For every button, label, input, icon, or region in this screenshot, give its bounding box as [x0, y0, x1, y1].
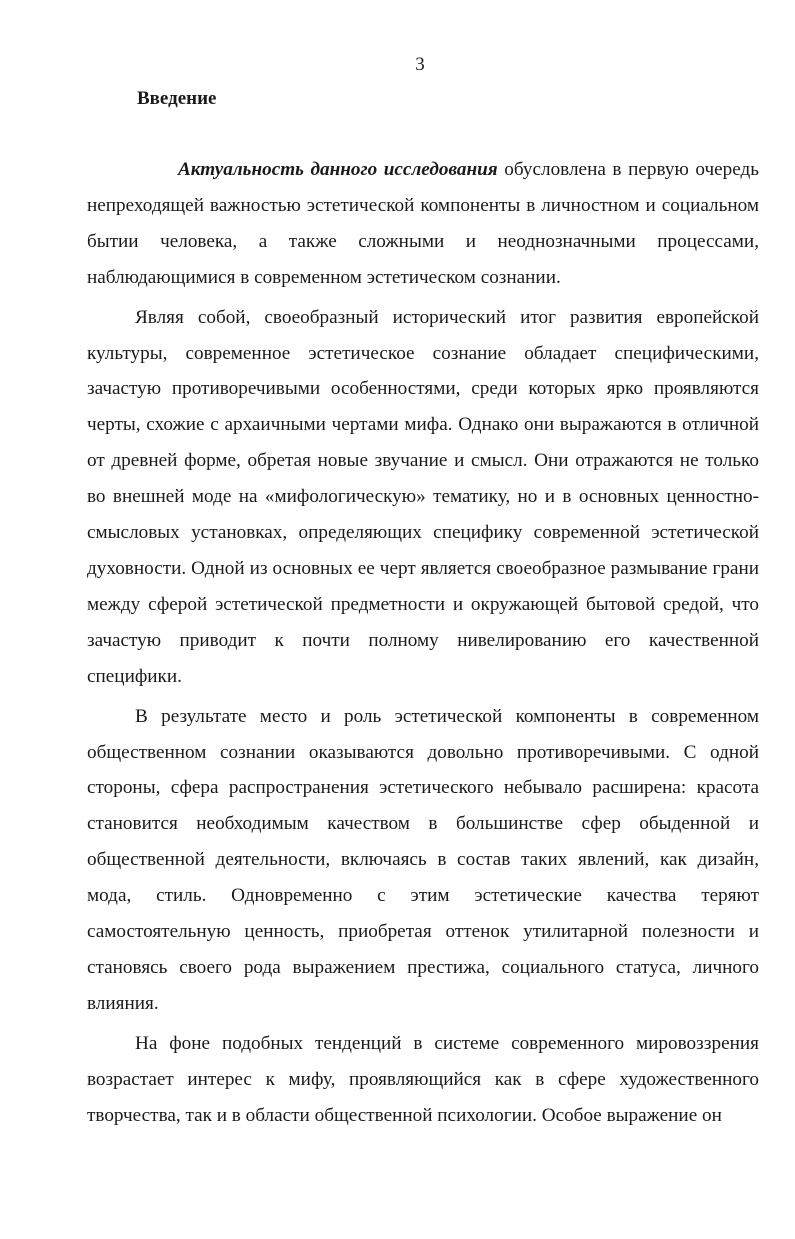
page-number: 3	[415, 54, 425, 75]
paragraph-myth-interest: На фоне подобных тенденций в системе современного мировоззрения возрастает интерес к мифу, проявляющийся как в сфере художественного творчества, так и в области общественной психологии. Особое выражение он	[87, 1032, 759, 1126]
paragraph-aesthetic-role: В результате место и роль эстетической компоненты в современном общественном сознании оказываются довольно противоречивыми. С одной стороны, сфера распространения эстетического небывало расширена: красота становится необходимым качеством в большинстве сфер обыденной и общественной деятельности, включаясь в состав таких явлений, как дизайн, мода, стиль. Одновременно с этим эстетические качества теряют самостоятельную ценность, приобретая оттенок утилитарной полезности и становясь своего рода выражением престижа, социального статуса, личного влияния.	[87, 705, 759, 1014]
body-text	[87, 152, 759, 1137]
paragraph-aesthetic-consciousness: Являя собой, своеобразный исторический итог развития европейской культуры, современное эстетическое сознание обладает специфическими, зачастую противоречивыми особенностями, среди которых ярко проявляются черты, схожие с архаичными чертами мифа. Однако они выражаются в отличной от древней форме, обретая новые звучание и смысл. Они отражаются не только во внешней моде на «мифологическую» тематику, но и в основных ценностно-смысловых установках, определяющих специфику современной эстетической духовности. Одной из основных ее черт является своеобразное размывание грани между сферой эстетической предметности и окружающей бытовой средой, что зачастую приводит к почти полному нивелированию его качественной специфики.	[87, 306, 759, 687]
paragraph-relevance	[87, 152, 759, 296]
paragraph-text: обусловлена в первую очередь непреходящей важностью эстетической компоненты в личностном и социальном бытии человека, а также сложными и неоднозначными процессами, наблюдающимися в современном эстетическом сознании.	[87, 159, 759, 288]
paragraph-lead: Актуальность данного исследования	[178, 159, 498, 180]
section-heading: Введение	[137, 88, 217, 109]
